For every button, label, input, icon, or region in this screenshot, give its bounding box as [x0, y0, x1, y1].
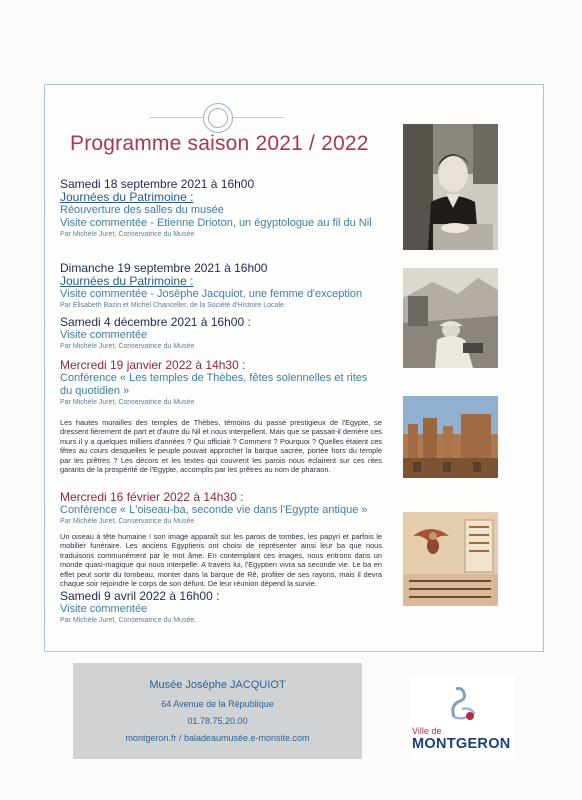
event-visit: Visite commentée - Etienne Drioton, un égyptologue au fil du Nil	[60, 217, 372, 229]
event-5	[60, 491, 390, 526]
event-speaker: Par Michèle Juret, Conservatrice du Musée	[60, 518, 195, 525]
event-date: Mercredi 16 février 2022 à 14h30 :	[60, 490, 244, 504]
photo-portrait-woman	[403, 124, 498, 250]
event-speaker: Par Michèle Juret, Conservatrice du Musée.	[60, 617, 197, 624]
museum-links[interactable]: montgeron.fr / baladeaumusée.e-monsite.com	[125, 733, 310, 743]
event-speaker: Par Michèle Juret, Conservatrice du Musée	[60, 399, 195, 406]
event-date: Dimanche 19 septembre 2021 à 16h00	[60, 261, 268, 275]
event-speaker: Par Michèle Juret, Conservatrice du Musée	[60, 231, 195, 238]
event-visit: Conférence « L'oiseau-ba, seconde vie dans l'Egypte antique »	[60, 504, 368, 516]
swan-logo-icon	[446, 683, 480, 723]
event-2	[60, 262, 390, 310]
event-visit: Visite commentée	[60, 603, 148, 615]
museum-phone: 01.78.75.20.00	[187, 716, 248, 726]
event-visit: Visite commentée - Josèphe Jacquiot, une femme d'exception	[60, 288, 363, 300]
logo-ville-text: Ville de	[412, 726, 442, 736]
program-title: Programme saison 2021 / 2022	[70, 132, 369, 155]
museum-name: Musée Josèphe JACQUIOT	[149, 679, 286, 691]
event-visit: Visite commentée	[60, 329, 148, 341]
event-6	[60, 590, 390, 625]
event-4	[60, 359, 390, 407]
event-description: Un oiseau à tête humaine ! son image apparaît sur les parois de tombes, les papyri et parfois le mobilier funéraire. Les anciens Egyptiens ont choisi de représenter ainsi leur ba que nous traduisons communément par le mot âme. En contemplant ces images, nous entrons dans un monde quasi-magique qui nous interpelle. A travers lui, l'Egyptien vivra sa seconde vie. Le ba en effet peut sortir du tombeau, monter dans la barque de Rê, profiter de ses rayons, mais il devra chaque soir rejoindre le corps de son défunt. De leur réunion dépend la survie.	[60, 532, 382, 589]
event-subtitle: Journées du Patrimoine :	[60, 190, 194, 204]
event-speaker: Par Michèle Juret, Conservatrice du Musée	[60, 343, 195, 350]
event-date: Samedi 9 avril 2022 à 16h00 :	[60, 589, 220, 603]
museum-address: 64 Avenue de la République	[161, 699, 274, 709]
photo-karnak-temple	[403, 396, 498, 478]
photo-desert-traveller	[403, 268, 498, 368]
event-1	[60, 178, 390, 239]
montgeron-logo	[410, 677, 514, 759]
event-3	[60, 316, 390, 351]
event-speaker: Par Elisabeth Bazin et Michel Chanceller, de la Société d'Histoire Locale	[60, 302, 284, 309]
circle-ornament-icon	[203, 103, 233, 133]
museum-footer	[73, 663, 362, 759]
event-subtitle: Journées du Patrimoine :	[60, 274, 194, 288]
photo-ba-bird-painting	[403, 512, 498, 606]
logo-name-text: MONTGERON	[412, 736, 511, 752]
event-date: Mercredi 19 janvier 2022 à 14h30 :	[60, 358, 246, 372]
ornament-line-right	[231, 117, 284, 118]
ornament-line-left	[150, 117, 203, 118]
event-visit: Réouverture des salles du musée	[60, 204, 224, 216]
event-date: Samedi 18 septembre 2021 à 16h00	[60, 177, 255, 191]
event-description: Les hautes murailles des temples de Thèbes, témoins du passé prestigieux de l'Egypte, se dressent fièrement de part et d'autre du Nil et nous interpellent. Mais que se passait-il derrière ces murs il y a quelques milliers d'années ? Qui officiait ? Comment ? Pourquoi ? Quelles étaient ces fêtes au cours desquelles le peuple pouvait approcher la barque sacrée, portée hors du temple par les prêtres ? Les décors et les textes qui couvrent les parois nous éclairent sur ces rites garants de la prospérité de l'Egypte, accomplis par les prêtres au nom de pharaon.	[60, 418, 382, 475]
event-visit: Conférence « Les temples de Thèbes, fêtes solennelles et rites du quotidien »	[60, 372, 368, 397]
event-date: Samedi 4 décembre 2021 à 16h00 :	[60, 315, 251, 329]
